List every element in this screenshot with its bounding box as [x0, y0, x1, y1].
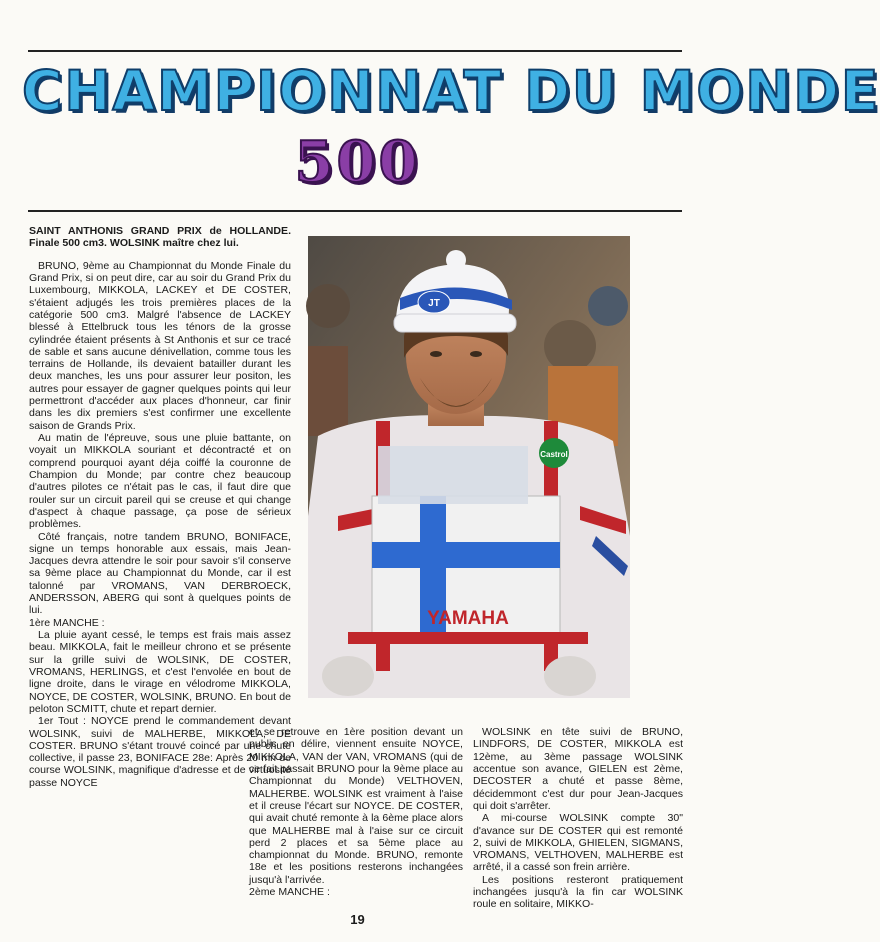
page-title: CHAMPIONNAT DU MONDE [22, 59, 880, 123]
paragraph: Côté français, notre tandem BRUNO, BONIFACE, signe un temps honorable aux essais, mais Jean-Jacques devra attendre le soir pour savoir s'il conserve sa 9ème place au Championnat du Monde, car il est talonné par VROMANS, VAN DERBROECK, ANDERSSON, ABERG qui sont à quelques points de lui. [29, 530, 291, 617]
paragraph: La pluie ayant cessé, le temps est frais mais assez beau. MIKKOLA, fait le meilleur chrono et se présente sur la grille suivi de WOLSINK, DE COSTER, VROMANS, HERLINGS, et c'est l'envolée en bout de ligne droite, dans le virage en vélodrome MIKKOLA, NOYCE, DE COSTER, WOLSINK, BRUNO. En bout de peloton SCMITT, chute et repart dernier. [29, 629, 291, 715]
paragraph: A mi-course WOLSINK compte 30" d'avance sur DE COSTER qui est remonté 2, suivi de MIKKOLA, GHIELEN, SIGMANS, VROMANS, VELTHOVEN, MALHERBE est arrêté, il a cassé son frein arrière. [473, 812, 683, 874]
article-column-3 [473, 726, 683, 911]
sponsor-badge: Castrol [540, 450, 568, 459]
article-column-1 [29, 225, 291, 789]
top-rule [28, 50, 682, 52]
article-lead: SAINT ANTHONIS GRAND PRIX de HOLLANDE. Finale 500 cm3. WOLSINK maître chez lui. [29, 225, 291, 250]
header-bottom-rule [28, 210, 682, 212]
paragraph: et se retrouve en 1ère position devant un public en délire, viennent ensuite NOYCE, MIKKOLA, VAN der VAN, VROMANS (qui de ce fait passait BRUNO pour la 9ème place au Championnat du Monde) VELTHOVEN, MALHERBE. WOLSINK est vraiment à l'aise et il creuse l'écart sur NOYCE. DE COSTER, qui avait chuté remonte à la 6ème place alors que MALHERBE mal à l'aise sur ce circuit perd 2 places et sa 5ème place au championnat du Monde. BRUNO, remonte 18e et les positions resterons inchangées jusqu'à l'arrivée. [249, 726, 463, 886]
page-number: 19 [350, 912, 365, 927]
bib-text: YAMAHA [427, 608, 509, 629]
section-heading: 1ère MANCHE : [29, 616, 105, 629]
paragraph: BRUNO, 9ème au Championnat du Monde Finale du Grand Prix, si on peut dire, car au soir du Grand Prix du Luxembourg, MIKKOLA, LACKEY et DE COSTER, s'étaient adjugés les trois premières places de la catégorie 500 cm3. Malgré l'absence de LACKEY blessé à Ettelbruck tous les ténors de la grosse cylindrée étaient présents à St Anthonis et sur ce tracé de sable et sans aucune dénivellation, comme tous les terrains de Hollande, ils devaient batailler durant les deux manches, les uns pour assurer leur positon, les autres pour essayer de gagner quelques points qui leur permettront d'accéder aux places d'honneur, car finir dans les dix premiers s'est confirmer une excellente saison de Grands Prix. [29, 259, 291, 432]
paragraph: Au matin de l'épreuve, sous une pluie battante, on voyait un MIKKOLA souriant et décontracté et on comprend pourquoi ayant déja coiffé la couronne de Champion du Monde; par contre chez beaucoup d'autres pilotes ce n'était pas le cas, il faut dire que rouler sur un circuit pareil qui se creuse et qui change d'aspect à chaque passage, ça pose de sérieux problèmes. [29, 432, 291, 531]
section-heading: 2ème MANCHE : [249, 886, 330, 899]
paragraph: Les positions resteront pratiquement inchangées jusqu'à la fin car WOLSINK roule en solitaire, MIKKO- [473, 873, 683, 911]
article-column-2 [249, 726, 463, 898]
paragraph: 1er Tout : NOYCE prend le commandement devant WOLSINK, suivi de MALHERBE, MIKKOLA, DE COSTER. BRUNO s'étant trouvé coincé par une chute collective, il passe 23, BONIFACE 28e: Après 20 mn de course WOLSINK, magnifique d'adresse et de virtuosité passe NOYCE [29, 715, 291, 789]
cap-logo: JT [428, 298, 440, 309]
rider-photo [308, 236, 630, 698]
paragraph: WOLSINK en tête suivi de BRUNO, LINDFORS, DE COSTER, MIKKOLA est 12ème, au 3ème passage WOLSINK accentue son avance, GIELEN est 2ème, DECOSTER a chuté et passe 8ème, décidemmont c'est dur pour Jean-Jacques qui doit s'arrêter. [473, 726, 683, 812]
page-subtitle: 500 [294, 129, 421, 195]
